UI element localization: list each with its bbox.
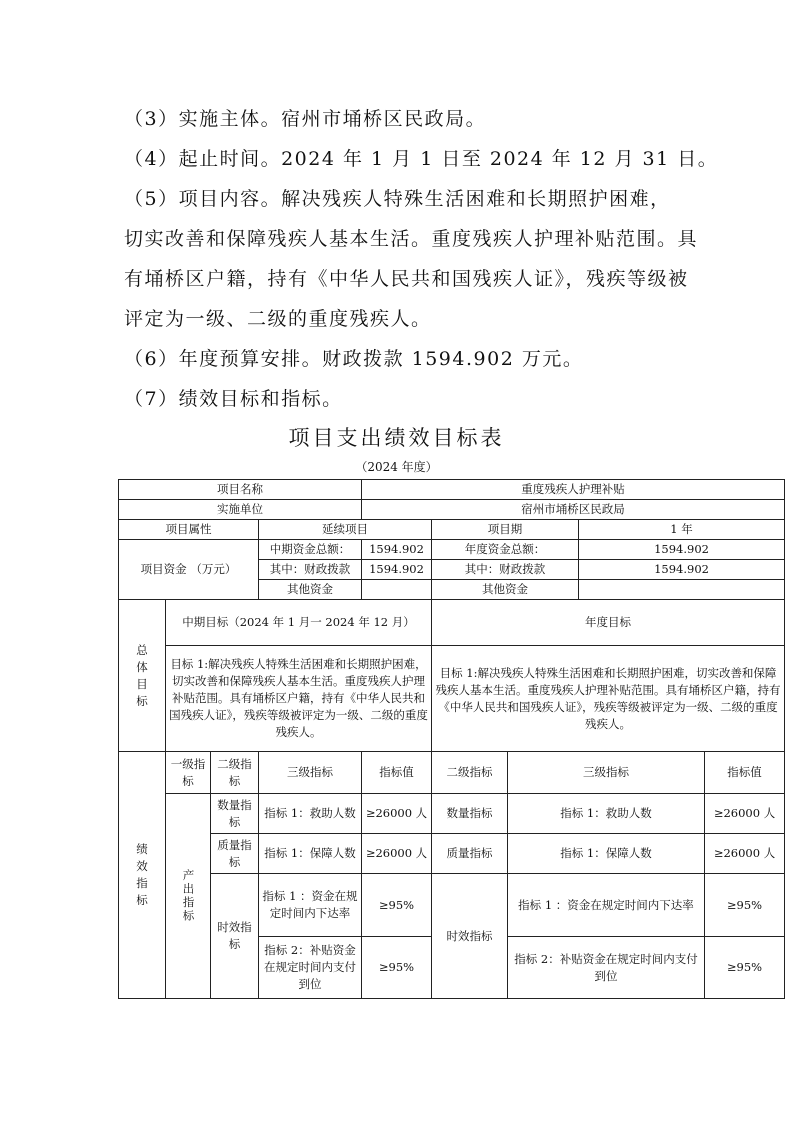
- annual-goal-header: 年度目标: [432, 600, 785, 646]
- paragraph-content-line3: 有埇桥区户籍，持有《中华人民共和国残疾人证》，残疾等级被: [124, 268, 689, 290]
- paragraph-goals: （7）绩效目标和指标。: [124, 388, 343, 410]
- perf-char: 指: [136, 876, 148, 890]
- timeliness-value-2: ≥95%: [362, 937, 432, 999]
- table-subtitle: （2024 年度）: [355, 460, 438, 474]
- table-row: [119, 540, 785, 560]
- timeliness-label-annual: 时效指标: [432, 874, 508, 999]
- unit-value: 宿州市埇桥区民政局: [362, 500, 785, 520]
- quantity-value-annual: ≥26000 人: [705, 794, 785, 834]
- mid-goal-header: 中期目标（2024 年 1 月一 2024 年 12 月）: [166, 600, 432, 646]
- quality-value-annual: ≥26000 人: [705, 834, 785, 874]
- funds-label: 项目资金 （万元）: [119, 540, 259, 600]
- timeliness-value-1-annual: ≥95%: [705, 874, 785, 937]
- annual-total-value: 1594.902: [579, 540, 785, 560]
- timeliness-indicator-1: 指标 1 ：资金在规定时间内下达率: [259, 874, 362, 937]
- paragraph-content-line1: （5）项目内容。解决残疾人特殊生活困难和长期照护困难，: [124, 188, 671, 210]
- annual-other-value: [579, 580, 785, 600]
- period-value: 1 年: [579, 520, 785, 540]
- col-header-level2: 二级指标: [211, 752, 259, 794]
- quantity-indicator-annual: 指标 1：救助人数: [508, 794, 705, 834]
- timeliness-indicator-2: 指标 2：补贴资金在规定时间内支付到位: [259, 937, 362, 999]
- mid-other-value: [362, 580, 432, 600]
- timeliness-indicator-2-annual: 指标 2：补贴资金在规定时间内支付到位: [508, 937, 705, 999]
- quality-indicator-annual: 指标 1：保障人数: [508, 834, 705, 874]
- mid-total-value: 1594.902: [362, 540, 432, 560]
- attr-value: 延续项目: [259, 520, 432, 540]
- table-row: [119, 834, 785, 874]
- col-header-level3-annual: 三级指标: [508, 752, 705, 794]
- annual-goal-text: 目标 1:解决残疾人特殊生活困难和长期照护困难，切实改善和保障残疾人基本生活。重度残疾人护理补贴范围。具有埇桥区户籍，持有《中华人民共和国残疾人证》，残疾等级被评定为一级、二级的重度残疾人。: [432, 646, 785, 752]
- paragraph-content-line2: 切实改善和保障残疾人基本生活。重度残疾人护理补贴范围。具: [124, 228, 699, 250]
- project-name-value: 重度残疾人护理补贴: [362, 480, 785, 500]
- table-row: [119, 752, 785, 794]
- perf-char: 标: [136, 893, 148, 907]
- quality-label: 质量指标: [211, 834, 259, 874]
- quality-indicator: 指标 1：保障人数: [259, 834, 362, 874]
- quantity-indicator: 指标 1：救助人数: [259, 794, 362, 834]
- table-row: [119, 874, 785, 936]
- col-header-level1: 一级指标: [166, 752, 211, 794]
- mid-goal-text: 目标 1:解决残疾人特殊生活困难和长期照护困难，切实改善和保障残疾人基本生活。重度残疾人护理补贴范围。具有埇桥区户籍，持有《中华人民共和国残疾人证》，残疾等级被评定为一级、二级的重度残疾人。: [166, 646, 432, 752]
- unit-label: 实施单位: [119, 500, 362, 520]
- col-header-value-annual: 指标值: [705, 752, 785, 794]
- table-row: [119, 480, 785, 500]
- quantity-label-annual: 数量指标: [432, 794, 508, 834]
- performance-table: [118, 479, 785, 999]
- perf-char: 效: [136, 859, 148, 873]
- col-header-level2-annual: 二级指标: [432, 752, 508, 794]
- perf-indicator-label: [119, 752, 166, 999]
- timeliness-value-1: ≥95%: [362, 874, 432, 937]
- overall-char: 体: [136, 659, 148, 674]
- table-row: [119, 500, 785, 520]
- overall-goal-label: [119, 600, 166, 752]
- quantity-value: ≥26000 人: [362, 794, 432, 834]
- period-label: 项目期: [432, 520, 579, 540]
- table-row: [119, 520, 785, 540]
- quality-label-annual: 质量指标: [432, 834, 508, 874]
- paragraph-budget: （6）年度预算安排。财政拨款 1594.902 万元。: [124, 348, 584, 370]
- perf-char: 绩: [136, 842, 148, 856]
- mid-total-label: 中期资金总额：: [259, 540, 362, 560]
- mid-fiscal-value: 1594.902: [362, 560, 432, 580]
- timeliness-value-2-annual: ≥95%: [705, 937, 785, 999]
- timeliness-indicator-1-annual: 指标 1 ：资金在规定时间内下达率: [508, 874, 705, 937]
- paragraph-content-line4: 评定为一级、二级的重度残疾人。: [124, 308, 432, 330]
- col-header-value: 指标值: [362, 752, 432, 794]
- mid-fiscal-label: 其中：财政拨款: [259, 560, 362, 580]
- table-row: [119, 646, 785, 752]
- annual-fiscal-label: 其中：财政拨款: [432, 560, 579, 580]
- output-indicator-label: [166, 794, 211, 999]
- quality-value: ≥26000 人: [362, 834, 432, 874]
- table-title: 项目支出绩效目标表: [288, 426, 505, 450]
- annual-fiscal-value: 1594.902: [579, 560, 785, 580]
- paragraph-period: （4）起止时间。2024 年 1 月 1 日至 2024 年 12 月 31 日。: [124, 148, 719, 170]
- timeliness-label: 时效指标: [211, 874, 259, 999]
- overall-char: 标: [136, 693, 148, 708]
- mid-other-label: 其他资金: [259, 580, 362, 600]
- overall-char: 目: [136, 676, 148, 691]
- project-name-label: 项目名称: [119, 480, 362, 500]
- quantity-label: 数量指标: [211, 794, 259, 834]
- overall-char: 总: [136, 642, 148, 657]
- annual-other-label: 其他资金: [432, 580, 579, 600]
- output-indicator-text: 产出指标: [181, 869, 196, 923]
- table-row: [119, 794, 785, 834]
- annual-total-label: 年度资金总额：: [432, 540, 579, 560]
- col-header-level3: 三级指标: [259, 752, 362, 794]
- attr-label: 项目属性: [119, 520, 259, 540]
- paragraph-implementer: （3）实施主体。宿州市埇桥区民政局。: [124, 108, 487, 130]
- table-row: [119, 600, 785, 646]
